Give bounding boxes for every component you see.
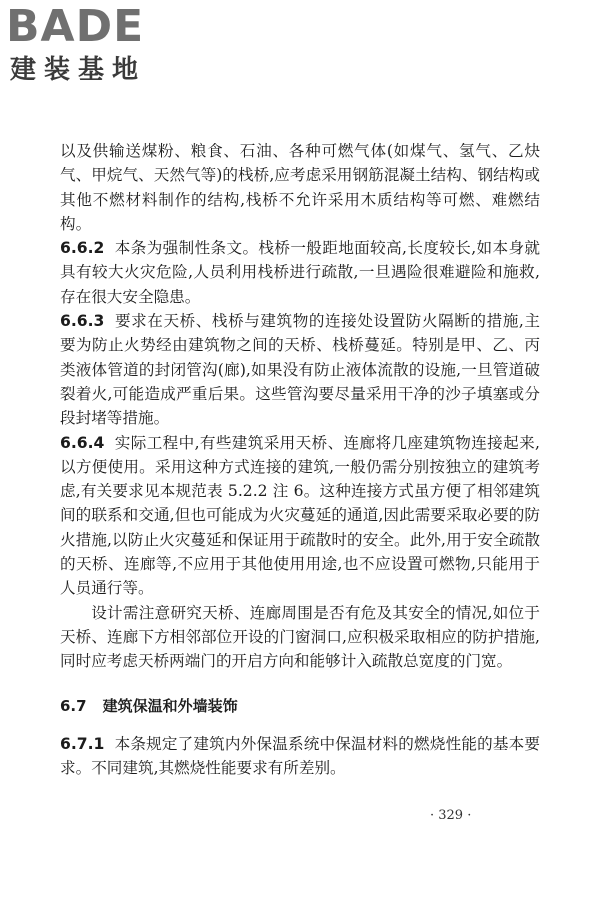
document-body (60, 139, 540, 780)
page-number: · 329 · (430, 808, 472, 823)
logo-subtitle: 建装基地 (10, 55, 147, 85)
logo-wordmark: BADE (6, 1, 145, 52)
clause-number: 6.7.1 (60, 734, 105, 753)
bade-logo (4, 2, 179, 94)
clause-text: 本条为强制性条文。栈桥一般距地面较高,长度较长,如本身就具有较大火灾危险,人员利用栈桥进行疏散,一旦遇险很难避险和施救,存在很大安全隐患。 (60, 239, 540, 306)
section-title: 建筑保温和外墙装饰 (102, 696, 238, 715)
section-number: 6.7 (60, 696, 87, 715)
clause-6-6-2 (60, 236, 540, 309)
clause-6-6-3 (60, 309, 540, 430)
clause-text: 本条规定了建筑内外保温系统中保温材料的燃烧性能的基本要求。不同建筑,其燃烧性能要求有所差别。 (60, 734, 540, 778)
paragraph-continuation: 以及供输送煤粉、粮食、石油、各种可燃气体(如煤气、氢气、乙炔气、甲烷气、天然气等)的栈桥,应考虑采用钢筋混凝土结构、钢结构或其他不燃材料制作的结构,栈桥不允许采用木质结构等可燃、难燃结构。 (60, 142, 540, 233)
clause-6-6-4 (60, 431, 540, 601)
clause-number: 6.6.4 (60, 433, 105, 452)
clause-text: 实际工程中,有些建筑采用天桥、连廊将几座建筑物连接起来,以方便使用。采用这种方式连接的建筑,一般仍需分别按独立的建筑考虑,有关要求见本规范表 5.2.2 注 6。这种连接方式虽方便了相邻建筑间的联系和交通,但也可能成为火灾蔓延的通道,因此需要采取必要的防火措施,以防止火灾蔓延和保证用于疏散时的安全。此外,用于安全疏散的天桥、连廊等,不应用于其他使用用途,也不应设置可燃物,只能用于人员通行等。 (60, 433, 540, 598)
clause-number: 6.6.3 (60, 312, 105, 331)
section-heading (60, 694, 540, 718)
clause-text: 要求在天桥、栈桥与建筑物的连接处设置防火隔断的措施,主要为防止火势经由建筑物之间的天桥、栈桥蔓延。特别是甲、乙、丙类液体管道的封闭管沟(廊),如果没有防止液体流散的设施,一旦管道破裂着火,可能造成严重后果。这些管沟要尽量采用干净的沙子填塞或分段封堵等措施。 (60, 312, 540, 428)
clause-6-7-1 (60, 732, 540, 781)
paragraph-design-note: 设计需注意研究天桥、连廊周围是否有危及其安全的情况,如位于天桥、连廊下方相邻部位开设的门窗洞口,应积极采取相应的防护措施,同时应考虑天桥两端门的开启方向和能够计入疏散总宽度的门宽。 (60, 603, 540, 671)
clause-number: 6.6.2 (60, 239, 105, 258)
